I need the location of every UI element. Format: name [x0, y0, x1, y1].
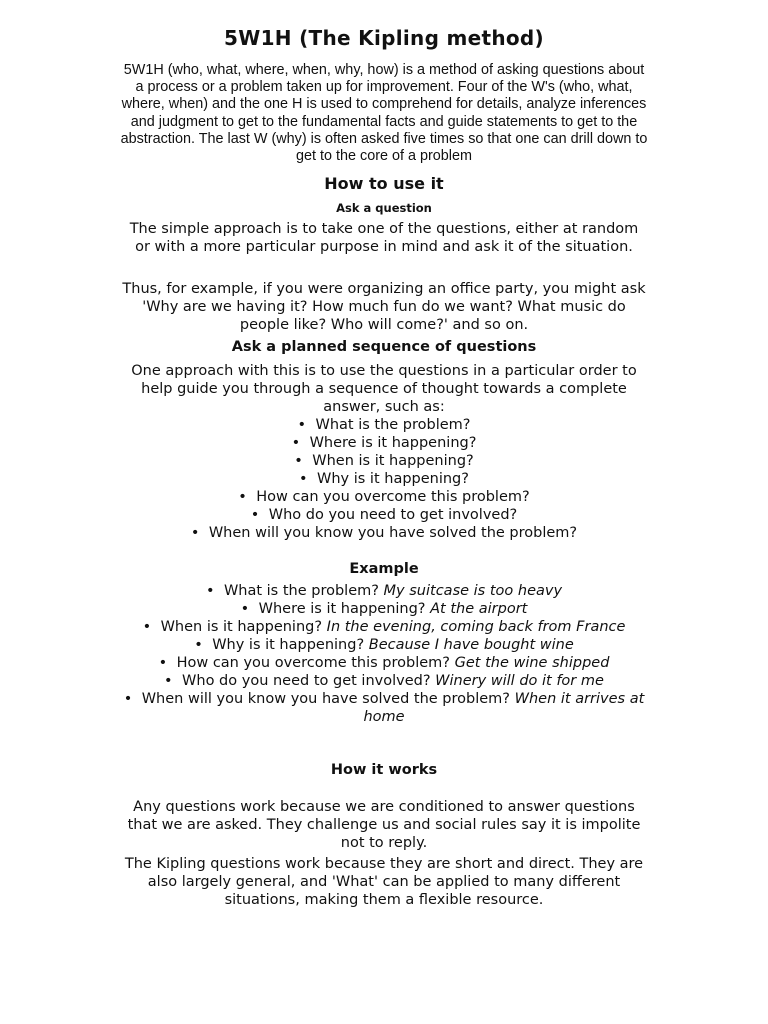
bullet-icon: • — [158, 655, 168, 671]
list-item — [120, 654, 648, 672]
list-item — [120, 690, 648, 726]
list-item — [120, 524, 648, 542]
example-answer: Because I have bought wine — [368, 637, 574, 653]
list-item — [120, 434, 648, 452]
bullet-icon: • — [190, 525, 200, 541]
bullet-icon: • — [297, 417, 307, 433]
list-item — [120, 582, 648, 600]
list-item — [120, 600, 648, 618]
list-item — [120, 506, 648, 524]
how-it-works-paragraph-1: Any questions work because we are conditioned to answer questions that we are asked. They challenge us and social rules say it is impolite not to reply. — [127, 799, 641, 851]
list-item-text: When will you know you have solved the problem? — [208, 525, 578, 541]
bullet-icon: • — [238, 489, 247, 505]
list-item-text: How can you overcome this problem? — [256, 489, 530, 505]
bullet-icon: • — [123, 691, 133, 707]
list-item — [120, 618, 648, 636]
example-answer: Winery will do it for me — [435, 673, 604, 689]
list-item-text: Who do you need to get involved? — [268, 507, 518, 523]
how-it-works-heading: How it works — [330, 762, 438, 778]
planned-sequence-paragraph: One approach with this is to use the questions in a particular order to help guide you through a sequence of thought towards a complete answer, such as: — [131, 363, 637, 415]
ask-question-paragraph-2: Thus, for example, if you were organizing an office party, you might ask 'Why are we having it? How much fun do we want? What music do people like? Who will come?' and so on. — [122, 281, 646, 333]
example-heading: Example — [349, 561, 419, 577]
list-item-text: Where is it happening? — [309, 435, 477, 451]
bullet-icon: • — [291, 435, 301, 451]
list-item — [120, 488, 648, 506]
list-item-text: Why is it happening? — [317, 471, 469, 487]
list-item-text: When is it happening? — [312, 453, 474, 469]
page-title: 5W1H (The Kipling method) — [224, 26, 544, 50]
ask-question-paragraph-1: The simple approach is to take one of the questions, either at random or with a more particular purpose in mind and ask it of the situation. — [129, 221, 639, 255]
example-answer: In the evening, coming back from France — [326, 619, 626, 635]
example-question: When will you know you have solved the problem? — [141, 691, 511, 707]
bullet-icon: • — [194, 637, 203, 653]
bullet-icon: • — [205, 583, 215, 599]
example-question: Where is it happening? — [258, 601, 426, 617]
list-item — [120, 672, 648, 690]
example-answer: When it arrives at home — [363, 691, 645, 725]
planned-sequence-heading: Ask a planned sequence of questions — [231, 339, 537, 355]
list-item — [120, 452, 648, 470]
example-list — [120, 582, 648, 726]
list-item — [120, 416, 648, 434]
bullet-icon: • — [164, 673, 173, 689]
bullet-icon: • — [142, 619, 152, 635]
list-item — [120, 470, 648, 488]
example-question: How can you overcome this problem? — [176, 655, 451, 671]
bullet-icon: • — [240, 601, 250, 617]
example-question: When is it happening? — [160, 619, 323, 635]
planned-sequence-list — [120, 416, 648, 542]
example-question: Who do you need to get involved? — [182, 673, 431, 689]
example-answer: At the airport — [430, 601, 528, 617]
ask-question-heading: Ask a question — [336, 201, 432, 215]
how-to-use-heading: How to use it — [324, 174, 444, 193]
example-question: Why is it happening? — [212, 637, 365, 653]
list-item-text: What is the problem? — [315, 417, 471, 433]
bullet-icon: • — [299, 471, 308, 487]
how-it-works-paragraph-2: The Kipling questions work because they are short and direct. They are also largely general, and 'What' can be applied to many different situations, making them a flexible resource. — [124, 856, 644, 908]
bullet-icon: • — [294, 453, 303, 469]
list-item — [120, 636, 648, 654]
intro-paragraph: 5W1H (who, what, where, when, why, how) is a method of asking questions about a process or a problem taken up for improvement. Four of the W's (who, what, where, when) and the one H is used to comprehend for details, analyze inferences and judgment to get to the fundamental facts and guide statements to get to the abstraction. The last W (why) is often asked five times so that one can drill down to get to the core of a problem — [120, 62, 648, 165]
example-answer: Get the wine shipped — [454, 655, 610, 671]
bullet-icon: • — [250, 507, 260, 523]
example-answer: My suitcase is too heavy — [383, 583, 563, 599]
example-question: What is the problem? — [223, 583, 379, 599]
